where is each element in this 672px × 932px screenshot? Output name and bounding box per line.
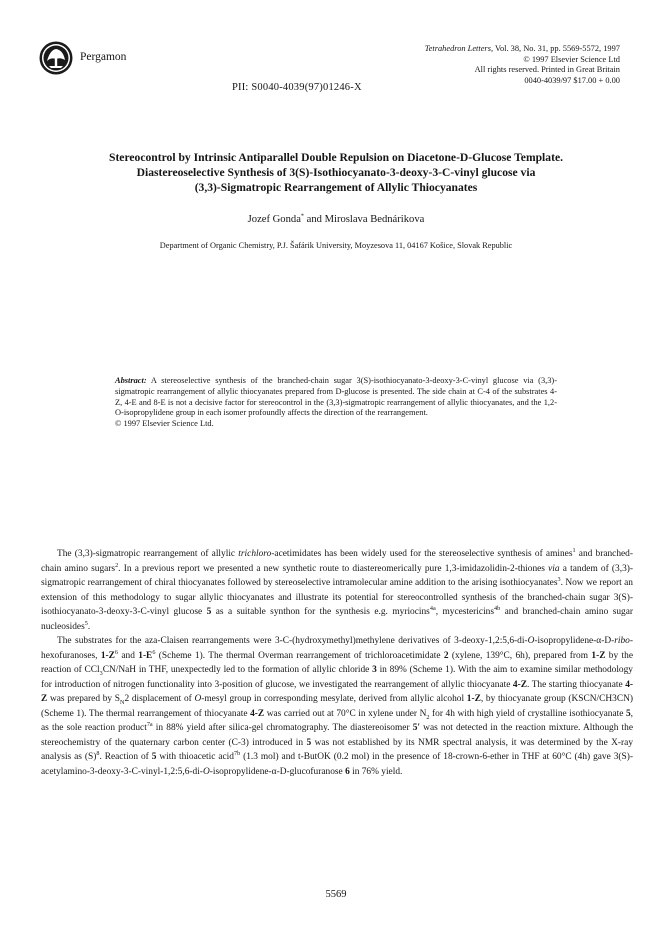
price-line: 0040-4039/97 $17.00 + 0.00 — [524, 75, 620, 85]
abstract-label: Abstract: — [115, 376, 147, 385]
journal-info — [425, 44, 620, 86]
page-number: 5569 — [325, 889, 347, 900]
publisher-name: Pergamon — [80, 51, 127, 63]
abstract — [115, 376, 557, 430]
abstract-copyright: © 1997 Elsevier Science Ltd. — [115, 419, 214, 429]
paragraph-1: The (3,3)-sigmatropic rearrangement of allylic trichloro-acetimidates has been widely used for the stereoselective synthesis of amines$^1$ and branched-chain amino sugars$^2$. In a previous report we presented a new synthetic route to diastereomerically pure 1,3-imidazolidin-2-thiones via a tandem of (3,3)-sigmatropic rearrangement of chiral thiocyanates followed by stereoselective intramolecular amine addition to the arising isothiocyanates$^3$. Now we report an extension of this methodology to sugar allylic thiocyanates and illustrate its potential for stereocontrolled synthesis of the branched-chain sugar 3(S)-isothiocyanato-3-deoxy-3-C-vinyl glucose 5 as a suitable synthon for the synthesis e.g. myriocins$^{4a}$, mycestericins$^{4b}$ and branched-chain amino sugar nucleosides$^5$. — [41, 546, 634, 632]
paragraph-2: The substrates for the aza-Claisen rearrangements were 3-C-(hydroxymethyl)methylene derivatives of 3-deoxy-1,2:5,6-di-O-isopropylidene-α-D-ribo-hexofuranoses, $1-Z^6$ and $1-E^6$ (Scheme 1). The thermal Overman rearrangement of trichloroacetimidate 2 (xylene, 139°C, 6h), prepared from 1-Z by the reaction of CCl$_3$CN/NaH in THF, unexpectedly led to the formation of allylic chloride 3 in 89% (Scheme 1). With the aim to examine similar methodology for introduction of nitrogen functionality into 3-position of glucose, we investigated the rearrangement of allylic thiocyanate 4-Z. The starting thiocyanate 4-Z was prepared by $S_N2$ displacement of O-mesyl group in corresponding mesylate, derived from allylic alcohol 1-Z, by thiocyanate group (KSCN/CH3CN) (Scheme 1). The thermal rearrangement of thiocyanate 4-Z was carried out at 70°C in xylene under $N_2$ for 4h with high yield of crystalline isothiocyanate 5, as the sole reaction product$^{7a}$ in 88% yield after silica-gel chromatography. The diastereoisomer 5' was not detected in the reaction mixture. Although the stereochemistry of the quaternary carbon center (C-3) introduced in 5 was not established by its NMR spectral analysis, it was determined by the X-ray analysis as $(S)^8$. Reaction of 5 with thioacetic acid$^{7b}$ (1.3 mol) and t-ButOK (0.2 mol) in the presence of 18-crown-6-ether in THF at 60°C (4h) gave 3(S)-acetylamino-3-deoxy-3-C-vinyl-1,2:5,6-di-O-isopropylidene-α-D-glucofuranose 6 in 76% yield. — [41, 636, 634, 777]
corresponding-author-mark: * — [300, 212, 304, 220]
abstract-text: Abstract: A stereoselective synthesis of the branched-chain sugar 3(S)-isothiocyanato-3-deoxy-3-C-vinyl glucose via (3,3)-sigmatropic rearrangement of allylic thiocyanates prepared from D-glucose is presented. The side chain at C-4 of the substrates 4-Z, 4-E and 8-E is not a decisive factor for stereocontrol in the (3,3)-sigmatropic rearrangement of allylic thiocyanates, and the 1,2-O-isopropylidene group in each isomer profoundly affects the direction of the rearrangement. — [115, 376, 557, 418]
title-line-3: (3,3)-Sigmatropic Rearrangement of Allylic Thiocyanates — [194, 181, 478, 195]
title-line-2: Diastereoselective Synthesis of 3(S)-Isothiocyanato-3-deoxy-3-C-vinyl glucose via — [136, 166, 536, 180]
author-1: Jozef Gonda — [247, 214, 301, 225]
rights-line: All rights reserved. Printed in Great Britain — [474, 65, 620, 75]
elsevier-tree-logo — [38, 40, 74, 76]
journal-citation: Tetrahedron Letters, Vol. 38, No. 31, pp. 5569-5572, 1997 — [424, 44, 620, 53]
pii-identifier: PII: S0040-4039(97)01246-X — [232, 82, 362, 93]
affiliation: Department of Organic Chemistry, P.J. Šafárik University, Moyzesova 11, 04167 Košice, Slovak Republic — [159, 241, 513, 250]
body-text — [41, 547, 633, 779]
paper-title — [40, 150, 632, 196]
author-list: Jozef Gonda* and Miroslava Bednárikova — [247, 212, 425, 225]
copyright-line: © 1997 Elsevier Science Ltd — [523, 54, 620, 64]
title-line-1: Stereocontrol by Intrinsic Antiparallel Double Repulsion on Diacetone-D-Glucose Template. — [109, 151, 563, 164]
author-2: Miroslava Bednárikova — [324, 214, 425, 225]
